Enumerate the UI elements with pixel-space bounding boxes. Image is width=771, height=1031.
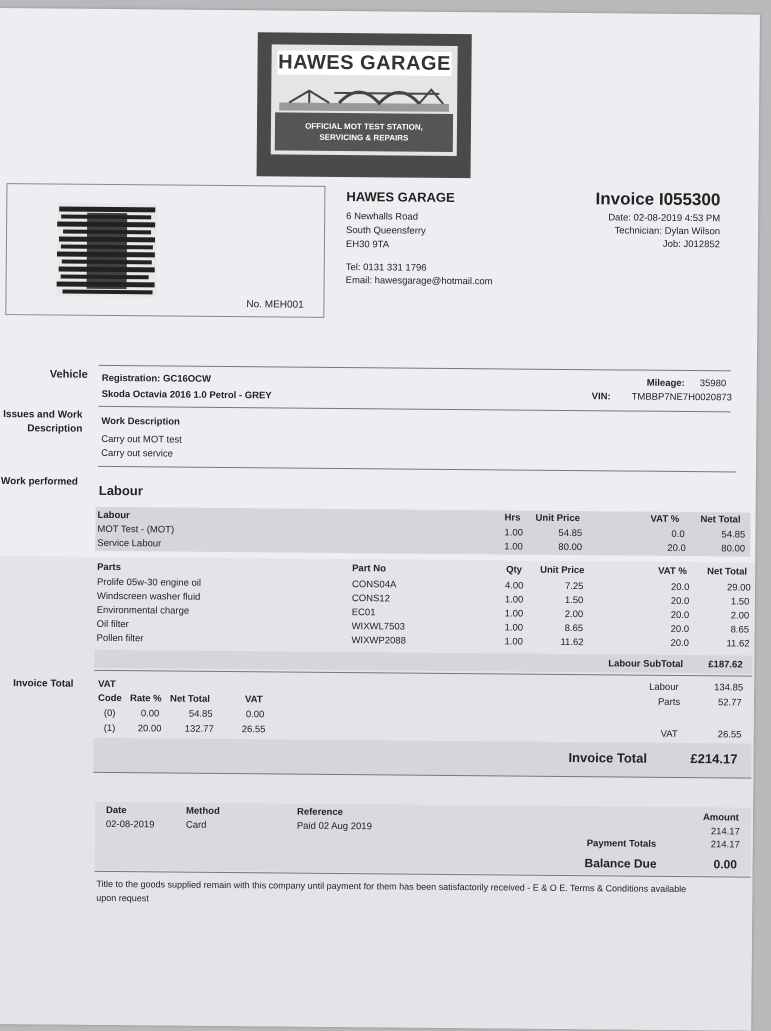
parts-row-qty: 1.00 [504, 622, 524, 634]
vat-col-rate: Rate % [129, 693, 162, 705]
balance-due-value: 0.00 [713, 857, 737, 872]
garage-logo [257, 32, 472, 178]
parts-row-name: Oil filter [96, 618, 129, 631]
labour-row-net: 80.00 [721, 543, 746, 555]
totals-vat-label: VAT [660, 728, 678, 740]
labour-heading: Labour [98, 482, 143, 499]
vat-row-vat: 0.00 [245, 709, 265, 721]
payment-col-reference: Reference [296, 806, 343, 819]
labour-col-vat: VAT % [650, 513, 680, 525]
invoice-total-label: Invoice Total [568, 749, 648, 766]
parts-row-unit-price: 1.50 [564, 594, 584, 607]
parts-row-name: Prolife 05w-30 engine oil [96, 576, 202, 589]
labour-col-unit-price: Unit Price [535, 512, 580, 525]
payment-totals-label: Payment Totals [586, 838, 657, 850]
mileage-label: Mileage: [646, 377, 685, 389]
invoice-paper [0, 8, 760, 1031]
issues-label-1: Issues and Work [3, 409, 83, 421]
logo-title: HAWES GARAGE [278, 51, 451, 75]
parts-row-net: 8.65 [730, 624, 750, 636]
parts-row-net: 2.00 [730, 610, 750, 622]
garage-email: Email: hawesgarage@hotmail.com [345, 275, 493, 288]
garage-address-1: 6 Newhalls Road [346, 211, 419, 223]
payment-row-date: 02-08-2019 [105, 818, 155, 831]
payment-col-amount: Amount [702, 812, 739, 824]
invoice-job: Job: J012852 [662, 238, 721, 251]
customer-box [5, 183, 325, 318]
totals-parts-value: 52.77 [717, 697, 742, 709]
logo-subtitle-line2: SERVICING & REPAIRS [319, 132, 409, 143]
parts-row-unit-price: 8.65 [564, 622, 584, 635]
redacted-code-image [56, 203, 157, 298]
parts-row-name: Environmental charge [96, 604, 190, 617]
invoice-total-value: £214.17 [690, 751, 738, 767]
bridge-icon [279, 78, 449, 111]
invoice-total-section-label: Invoice Total [13, 678, 74, 690]
vat-row-code: (1) [103, 722, 116, 735]
labour-row-vat: 20.0 [667, 542, 686, 555]
labour-row-net: 54.85 [721, 529, 746, 541]
totals-labour-value: 134.85 [714, 682, 744, 694]
issues-label-2: Description [27, 423, 83, 435]
parts-row-part-no: WIXWL7503 [351, 621, 405, 633]
logo-subtitle-line1: OFFICIAL MOT TEST STATION, [305, 121, 423, 132]
garage-tel: Tel: 0131 331 1796 [345, 262, 427, 274]
parts-row-part-no: WIXWP2088 [351, 635, 406, 647]
vat-row-code: (0) [103, 707, 116, 720]
parts-row-qty: 1.00 [504, 636, 524, 648]
invoice-title: Invoice I055300 [595, 189, 721, 210]
customer-number: No. MEH001 [246, 299, 304, 311]
payment-col-method: Method [185, 805, 220, 817]
totals-vat-value: 26.55 [717, 729, 742, 741]
vat-row-rate: 0.00 [140, 708, 160, 720]
labour-row-hrs: 1.00 [504, 527, 523, 539]
divider [99, 365, 731, 372]
vat-row-net: 54.85 [188, 708, 213, 720]
payment-row-amount: 214.17 [710, 826, 740, 838]
parts-col-vat: VAT % [658, 565, 687, 578]
parts-row-qty: 1.00 [504, 608, 524, 620]
parts-row-vat: 20.0 [670, 581, 690, 594]
parts-row-vat: 20.0 [670, 595, 690, 608]
work-description-line: Carry out MOT test [101, 433, 182, 446]
vat-col-code: Code [97, 692, 122, 705]
labour-col-hrs: Hrs [504, 512, 521, 524]
vin-value: TMBBP7NE7H0020873 [631, 391, 733, 404]
labour-subtotal-value: £187.62 [708, 659, 743, 671]
parts-row-vat: 20.0 [670, 609, 690, 622]
payment-row-reference: Paid 02 Aug 2019 [296, 820, 372, 833]
invoice-total-band [93, 738, 751, 778]
work-description-heading: Work Description [101, 415, 180, 428]
parts-col-net: Net Total [707, 566, 748, 578]
labour-row-unit-price: 54.85 [558, 527, 583, 540]
labour-row-name: Service Labour [97, 537, 162, 550]
vin-label: VIN: [591, 391, 611, 403]
logo-inner [271, 44, 458, 156]
parts-row-part-no: EC01 [351, 607, 376, 619]
logo-subtitle [275, 112, 453, 152]
labour-row-unit-price: 80.00 [558, 541, 583, 554]
divider [99, 406, 731, 413]
labour-row-hrs: 1.00 [504, 541, 523, 553]
payment-row-method: Card [185, 819, 207, 831]
garage-address-2: South Queensferry [346, 225, 426, 237]
parts-row-unit-price: 2.00 [564, 608, 584, 621]
parts-row-name: Windscreen washer fluid [96, 590, 201, 603]
vehicle-section-label: Vehicle [49, 368, 88, 381]
parts-row-vat: 20.0 [670, 637, 690, 650]
balance-due-label: Balance Due [584, 856, 657, 871]
parts-col-name: Parts [97, 561, 121, 574]
mileage-value: 35980 [699, 378, 727, 390]
parts-row-net: 1.50 [730, 596, 750, 608]
parts-row-name: Pollen filter [96, 632, 144, 645]
garage-postcode: EH30 9TA [345, 239, 390, 251]
footer-terms-line2: upon request [96, 892, 149, 904]
vat-heading: VAT [98, 678, 116, 691]
labour-row-vat: 0.0 [671, 528, 685, 540]
footer-terms-line1: Title to the goods supplied remain with this company until payment for them has been satisfactorily received - E & O E. Terms & Conditions available [96, 878, 687, 895]
parts-col-part-no: Part No [352, 563, 386, 575]
parts-row-net: 11.62 [726, 638, 750, 650]
payment-totals-value: 214.17 [710, 839, 740, 851]
parts-col-unit-price: Unit Price [540, 564, 585, 577]
work-performed-label: Work performed [0, 476, 78, 488]
labour-col-net: Net Total [700, 514, 741, 526]
labour-row-name: MOT Test - (MOT) [97, 523, 175, 536]
labour-subtotal-label: Labour SubTotal [608, 658, 684, 670]
parts-row-part-no: CONS04A [351, 579, 397, 591]
invoice-date: Date: 02-08-2019 4:53 PM [608, 212, 721, 225]
totals-labour-label: Labour [649, 681, 679, 693]
vat-col-vat: VAT [244, 694, 263, 706]
parts-row-part-no: CONS12 [351, 593, 390, 605]
parts-row-net: 29.00 [726, 582, 751, 594]
vat-col-net: Net Total [169, 693, 210, 705]
garage-name: HAWES GARAGE [346, 189, 455, 205]
vat-row-rate: 20.00 [137, 723, 162, 735]
invoice-technician: Technician: Dylan Wilson [614, 225, 721, 238]
vat-row-vat: 26.55 [241, 724, 266, 736]
totals-parts-label: Parts [657, 696, 681, 708]
vehicle-registration: Registration: GC16OCW [101, 372, 212, 385]
vehicle-description: Skoda Octavia 2016 1.0 Petrol - GREY [101, 388, 272, 402]
parts-row-unit-price: 7.25 [564, 580, 584, 593]
parts-row-qty: 1.00 [504, 594, 524, 606]
divider [98, 466, 736, 473]
vat-row-net: 132.77 [184, 723, 214, 735]
payment-col-date: Date [105, 804, 127, 817]
parts-row-unit-price: 11.62 [560, 636, 584, 649]
labour-col-name: Labour [97, 509, 130, 522]
parts-row-vat: 20.0 [670, 623, 690, 636]
parts-col-qty: Qty [506, 564, 523, 576]
parts-row-qty: 4.00 [504, 580, 524, 592]
work-description-line: Carry out service [101, 447, 173, 460]
